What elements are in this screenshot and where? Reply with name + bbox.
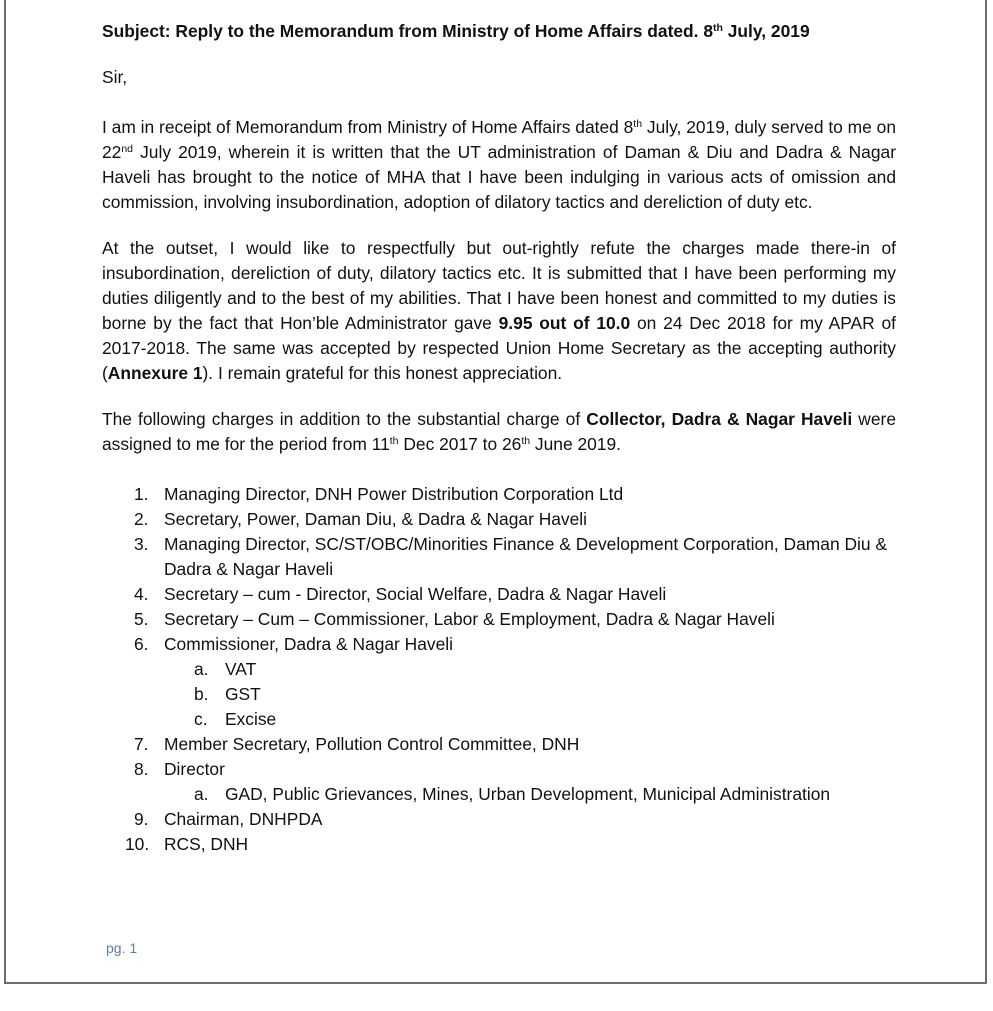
list-item-text: Secretary – cum - Director, Social Welfare, Dadra & Nagar Haveli [164,584,667,604]
list-item [102,482,896,507]
sub-list-item [102,657,896,682]
sub-list-text: GST [225,684,261,704]
sub-list-item [102,707,896,732]
list-number: 9. [134,809,149,829]
list-item [102,507,896,532]
subject-superscript: th [713,22,723,34]
list-number: 8. [134,759,149,779]
list-number: 6. [134,634,149,654]
text-run: July 2019, wherein it is written that the UT administration of Daman & Diu and Dadra & Nagar Haveli has brought to the notice of MHA that I have been indulging in various acts of omission and commission, involving insubordination, adoption of dilatory tactics and dereliction of duty etc. [102,142,896,212]
text-run: ). I remain grateful for this honest appreciation. [202,363,563,383]
list-item-text: Secretary, Power, Daman Diu, & Dadra & Nagar Haveli [164,509,588,529]
sub-list-text: VAT [225,659,257,679]
list-item-text: Director [164,759,225,779]
list-item [102,832,896,857]
list-item-text: RCS, DNH [164,834,249,854]
sub-list-item [102,682,896,707]
sub-list [164,782,896,807]
list-number: 4. [134,584,149,604]
list-number: 10. [125,834,150,854]
superscript: th [633,118,643,130]
list-number: 7. [134,734,149,754]
text-run: Dec 2017 to 26 [398,434,522,454]
text-run: were assigned to me for the period from 11 [102,409,896,454]
sub-list-letter: a. [194,659,209,679]
list-number: 3. [134,534,149,554]
superscript: th [389,435,399,447]
subject-text-end: July, 2019 [722,21,810,41]
sub-list-text: GAD, Public Grievances, Mines, Urban Development, Municipal Administration [225,784,831,804]
subject-line [102,19,896,44]
list-number: 5. [134,609,149,629]
list-item-text: Chairman, DNHPDA [164,809,323,829]
text-run: July, 2019, duly served to me on 22 [102,117,896,162]
bold-charge: Collector, Dadra & Nagar Haveli [586,409,853,429]
salutation: Sir, [102,67,128,87]
sub-list-text: Excise [225,709,277,729]
list-item-text: Secretary – Cum – Commissioner, Labor & Employment, Dadra & Nagar Haveli [164,609,775,629]
document-page [4,0,987,984]
page-number: pg. 1 [106,940,138,956]
paragraph-receipt [102,115,896,215]
subject-text: Subject: Reply to the Memorandum from Ministry of Home Affairs dated. 8 [102,21,713,41]
list-item [102,532,896,582]
charges-list [102,482,896,857]
bold-score: 9.95 out of 10.0 [498,313,631,333]
letter-body [102,19,896,857]
paragraph-refutation [102,236,896,386]
list-item [102,607,896,632]
list-item-text: Commissioner, Dadra & Nagar Haveli [164,634,453,654]
list-item-text: Member Secretary, Pollution Control Committee, DNH [164,734,580,754]
list-item [102,757,896,807]
list-item [102,632,896,732]
list-item [102,582,896,607]
list-item [102,732,896,757]
text-run: on 24 Dec 2018 for my APAR of 2017-2018. The same was accepted by respected Union Home Secretary as the accepting authority ( [102,313,896,383]
list-number: 2. [134,509,149,529]
bold-annexure: Annexure 1 [107,363,203,383]
list-item [102,807,896,832]
text-run: The following charges in addition to the substantial charge of [102,409,587,429]
paragraph-charges-intro [102,407,896,457]
sub-list-letter: c. [194,709,208,729]
sub-list-letter: b. [194,684,209,704]
sub-list-item [102,782,896,807]
list-item-text: Managing Director, SC/ST/OBC/Minorities Finance & Development Corporation, Daman Diu & Dadra & Nagar Haveli [164,534,887,579]
superscript: th [521,435,531,447]
text-run: I am in receipt of Memorandum from Ministry of Home Affairs dated 8 [102,117,634,137]
list-item-text: Managing Director, DNH Power Distribution Corporation Ltd [164,484,624,504]
text-run: At the outset, I would like to respectfully but out-rightly refute the charges made there-in of insubordination, dereliction of duty, dilatory tactics etc. It is submitted that I have been performing my duties diligently and to the best of my abilities. That I have been honest and committed to my duties is borne by the fact that Hon’ble Administrator gave [102,238,896,333]
list-number: 1. [134,484,149,504]
superscript: nd [121,143,134,155]
sub-list [164,657,896,732]
sub-list-letter: a. [194,784,209,804]
text-run: June 2019. [530,434,621,454]
